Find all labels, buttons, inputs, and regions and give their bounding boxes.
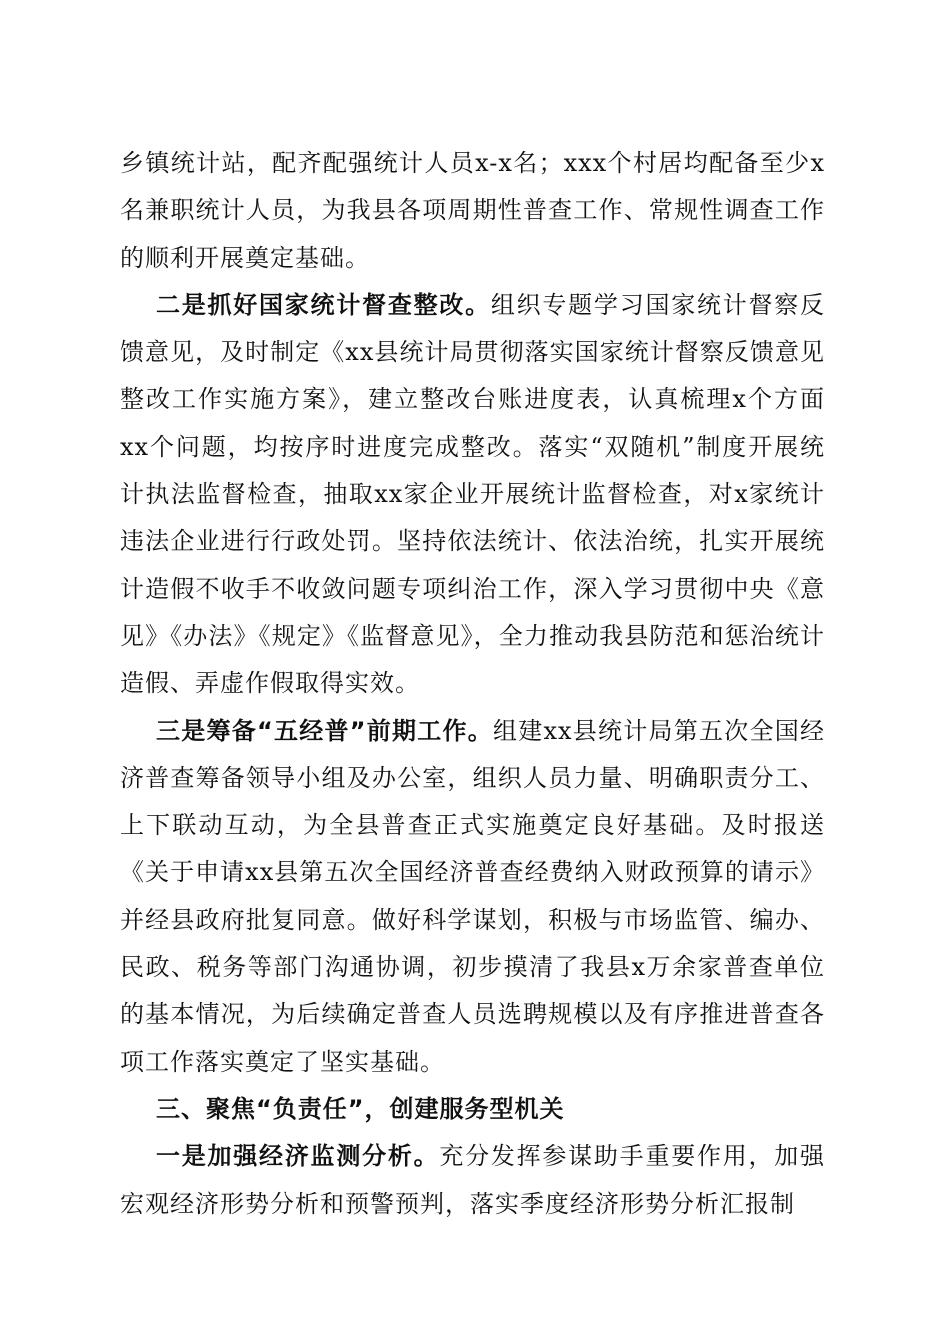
section-heading: 三、聚焦“负责任”，创建服务型机关 (156, 1094, 565, 1123)
paragraph-text: 组建xx县统计局第五次全国经济普查筹备领导小组及办公室，组织人员力量、明确职责分工、上下联动互动，为全县普查正式实施奠定良好基础。及时报送《关于申请xx县第五次全国经济普查经费纳入财政预算的请示》并经县政府批复同意。做好科学谋划，积极与市场监管、编办、民政、税务等部门沟通协调，初步摸清了我县x万余家普查单位的基本情况，为后续确定普查人员选聘规模以及有序推进普查各项工作落实奠定了坚实基础。 (120, 716, 825, 1076)
paragraph-lead: 一是加强经济监测分析。 (156, 1142, 440, 1171)
paragraph-lead: 二是抓好国家统计督查整改。 (156, 290, 491, 319)
paragraph-continued (120, 140, 825, 282)
paragraph-lead: 三是筹备“五经普”前期工作。 (156, 716, 493, 745)
paragraph-text: 组织专题学习国家统计督察反馈意见，及时制定《xx县统计局贯彻落实国家统计督察反馈意见整改工作实施方案》，建立整改台账进度表，认真梳理x个方面xx个问题，均按序时进度完成整改。落实“双随机”制度开展统计执法监督检查，抽取xx家企业开展统计监督检查，对x家统计违法企业进行行政处罚。坚持依法统计、依法治统，扎实开展统计造假不收手不收敛问题专项纠治工作，深入学习贯彻中央《意见》《办法》《规定》《监督意见》，全力推动我县防范和惩治统计造假、弄虚作假取得实效。 (120, 290, 826, 698)
paragraph-text: 乡镇统计站，配齐配强统计人员x-x名；xxx个村居均配备至少x名兼职统计人员，为我县各项周期性普查工作、常规性调查工作的顺利开展奠定基础。 (120, 149, 825, 272)
paragraph-fifth-census-prep (120, 708, 825, 1086)
paragraph-supervision-rectification (120, 282, 825, 708)
document-body (120, 140, 825, 1228)
paragraph-economic-monitoring (120, 1133, 825, 1228)
paragraph-text: 充分发挥参谋助手重要作用，加强宏观经济形势分析和预警预判，落实季度经济形势分析汇报制 (120, 1142, 825, 1218)
